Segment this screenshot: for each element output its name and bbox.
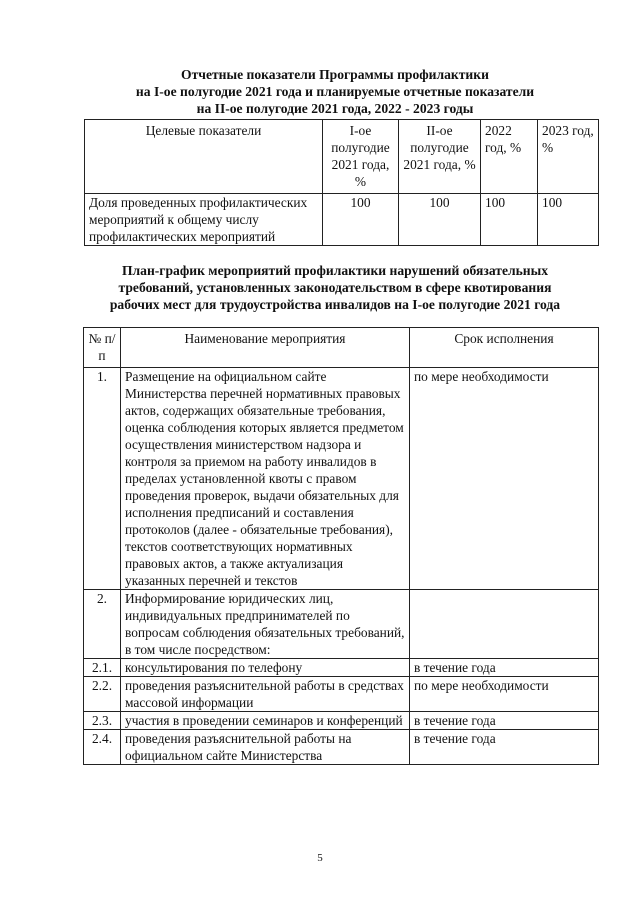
column-header: I-ое полугодие 2021 года, % <box>323 120 399 194</box>
table-cell: 2.1. <box>84 659 121 677</box>
heading-line: на II-ое полугодие 2021 года, 2022 - 2023 годы <box>196 101 474 116</box>
table-cell: проведения разъяснительной работы в средствах массовой информации <box>121 677 410 712</box>
table-row <box>84 730 599 765</box>
heading-line: План-график мероприятий профилактики нарушений обязательных <box>121 263 549 278</box>
table-cell: в течение года <box>410 730 599 765</box>
table-cell: 2. <box>84 590 121 659</box>
table-cell: Размещение на официальном сайте Министерства перечней нормативных правовых актов, содержащих обязательные требования, оценка соблюдения которых является предметом осуществления министерством надзора и контроля за приемом на работу инвалидов в пределах установленной квоты с правом проведения проверок, выдачи обязательных для исполнения предписаний и составления протоколов (далее - обязательные требования), текстов соответствующих нормативных правовых актов, а также актуализация указанных перечней и текстов <box>121 368 410 590</box>
schedule-table <box>83 327 599 765</box>
column-header: № п/п <box>84 328 121 368</box>
table-cell: 100 <box>323 194 399 246</box>
indicators-table <box>84 119 599 246</box>
table-row <box>85 194 599 246</box>
table-cell: по мере необходимости <box>410 677 599 712</box>
table-cell: консультирования по телефону <box>121 659 410 677</box>
page-number: 5 <box>317 852 323 864</box>
table-cell: в течение года <box>410 712 599 730</box>
column-header: Срок исполнения <box>410 328 599 368</box>
heading-line: требований, установленных законодательством в сфере квотирования <box>118 280 552 295</box>
table-row <box>84 590 599 659</box>
table-cell: 1. <box>84 368 121 590</box>
table-row <box>84 659 599 677</box>
table-cell: 100 <box>538 194 599 246</box>
schedule-table-header <box>84 328 599 368</box>
table-row <box>84 368 599 590</box>
column-header: Целевые показатели <box>85 120 323 194</box>
column-header: 2023 год, % <box>538 120 599 194</box>
table-cell: 2.4. <box>84 730 121 765</box>
table-cell: участия в проведении семинаров и конференций <box>121 712 410 730</box>
table-cell: Доля проведенных профилактических мероприятий к общему числу профилактических мероприятий <box>85 194 323 246</box>
table-cell <box>410 590 599 659</box>
indicators-table-header <box>85 120 599 194</box>
table-cell: 100 <box>481 194 538 246</box>
table-cell: 100 <box>399 194 481 246</box>
column-header: II-ое полугодие 2021 года, % <box>399 120 481 194</box>
schedule-heading <box>80 262 590 313</box>
column-header: Наименование мероприятия <box>121 328 410 368</box>
table-cell: Информирование юридических лиц, индивидуальных предпринимателей по вопросам соблюдения обязательных требований, в том числе посредством: <box>121 590 410 659</box>
heading-line: Отчетные показатели Программы профилактики <box>181 67 489 82</box>
table-row <box>84 712 599 730</box>
heading-line: на I-ое полугодие 2021 года и планируемые отчетные показатели <box>135 84 535 99</box>
table-cell: в течение года <box>410 659 599 677</box>
column-header: 2022 год, % <box>481 120 538 194</box>
table-cell: 2.3. <box>84 712 121 730</box>
report-indicators-heading <box>80 66 590 117</box>
table-cell: 2.2. <box>84 677 121 712</box>
table-cell: проведения разъяснительной работы на официальном сайте Министерства <box>121 730 410 765</box>
heading-line: рабочих мест для трудоустройства инвалидов на I-ое полугодие 2021 года <box>109 297 561 312</box>
table-cell: по мере необходимости <box>410 368 599 590</box>
table-row <box>84 677 599 712</box>
